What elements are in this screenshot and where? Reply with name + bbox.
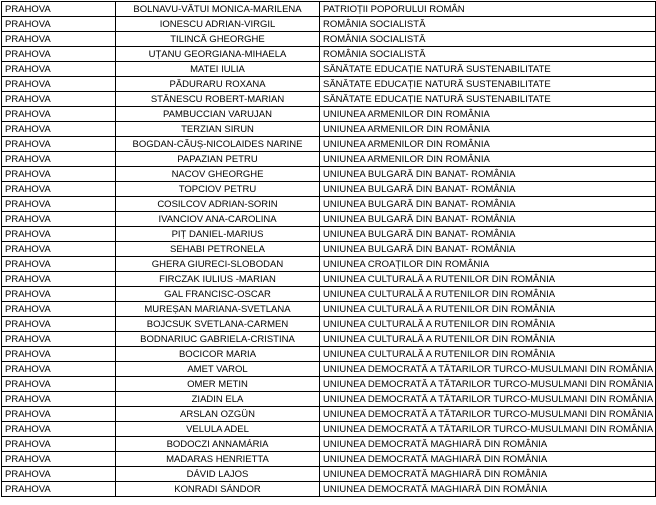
county-cell: PRAHOVA: [2, 422, 116, 437]
party-cell: ROMÂNIA SOCIALISTĂ: [320, 17, 656, 32]
table-row: [2, 347, 656, 362]
county-cell: PRAHOVA: [2, 107, 116, 122]
county-cell: PRAHOVA: [2, 47, 116, 62]
table-row: [2, 317, 656, 332]
party-cell: UNIUNEA CULTURALĂ A RUTENILOR DIN ROMÂNIA: [320, 332, 656, 347]
party-cell: UNIUNEA ARMENILOR DIN ROMÂNIA: [320, 152, 656, 167]
party-cell: UNIUNEA CULTURALĂ A RUTENILOR DIN ROMÂNIA: [320, 287, 656, 302]
table-row: [2, 332, 656, 347]
candidates-table: [1, 1, 656, 497]
party-cell: UNIUNEA ARMENILOR DIN ROMÂNIA: [320, 107, 656, 122]
county-cell: PRAHOVA: [2, 152, 116, 167]
candidate-name-cell: PĂDURARU ROXANA: [116, 77, 320, 92]
county-cell: PRAHOVA: [2, 287, 116, 302]
table-row: [2, 362, 656, 377]
table-body: [2, 2, 656, 497]
candidate-name-cell: PAMBUCCIAN VARUJAN: [116, 107, 320, 122]
county-cell: PRAHOVA: [2, 317, 116, 332]
table-row: [2, 452, 656, 467]
candidate-name-cell: AMET VAROL: [116, 362, 320, 377]
table-row: [2, 47, 656, 62]
party-cell: UNIUNEA BULGARĂ DIN BANAT- ROMÂNIA: [320, 197, 656, 212]
candidate-name-cell: IVANCIOV ANA-CAROLINA: [116, 212, 320, 227]
candidate-name-cell: ZIADIN ELA: [116, 392, 320, 407]
county-cell: PRAHOVA: [2, 272, 116, 287]
table-row: [2, 77, 656, 92]
party-cell: ROMÂNIA SOCIALISTĂ: [320, 47, 656, 62]
party-cell: UNIUNEA DEMOCRATĂ MAGHIARĂ DIN ROMÂNIA: [320, 482, 656, 497]
county-cell: PRAHOVA: [2, 32, 116, 47]
party-cell: UNIUNEA BULGARĂ DIN BANAT- ROMÂNIA: [320, 212, 656, 227]
county-cell: PRAHOVA: [2, 242, 116, 257]
county-cell: PRAHOVA: [2, 407, 116, 422]
candidate-name-cell: GAL FRANCISC-OSCAR: [116, 287, 320, 302]
table-row: [2, 212, 656, 227]
candidate-name-cell: OMER METIN: [116, 377, 320, 392]
party-cell: UNIUNEA CULTURALĂ A RUTENILOR DIN ROMÂNIA: [320, 272, 656, 287]
table-row: [2, 392, 656, 407]
county-cell: PRAHOVA: [2, 122, 116, 137]
party-cell: UNIUNEA CULTURALĂ A RUTENILOR DIN ROMÂNIA: [320, 347, 656, 362]
table-row: [2, 32, 656, 47]
party-cell: UNIUNEA ARMENILOR DIN ROMÂNIA: [320, 122, 656, 137]
table-row: [2, 122, 656, 137]
party-cell: UNIUNEA DEMOCRATĂ A TĂTARILOR TURCO-MUSULMANI DIN ROMÂNIA: [320, 392, 656, 407]
party-cell: UNIUNEA BULGARĂ DIN BANAT- ROMÂNIA: [320, 167, 656, 182]
party-cell: UNIUNEA DEMOCRATĂ A TĂTARILOR TURCO-MUSULMANI DIN ROMÂNIA: [320, 377, 656, 392]
candidate-name-cell: UȚANU GEORGIANA-MIHAELA: [116, 47, 320, 62]
county-cell: PRAHOVA: [2, 212, 116, 227]
county-cell: PRAHOVA: [2, 92, 116, 107]
table-row: [2, 152, 656, 167]
party-cell: SĂNĂTATE EDUCAȚIE NATURĂ SUSTENABILITATE: [320, 62, 656, 77]
candidate-name-cell: DÁVID LAJOS: [116, 467, 320, 482]
table-row: [2, 302, 656, 317]
table-row: [2, 437, 656, 452]
table-row: [2, 137, 656, 152]
candidate-name-cell: TOPCIOV PETRU: [116, 182, 320, 197]
party-cell: UNIUNEA BULGARĂ DIN BANAT- ROMÂNIA: [320, 182, 656, 197]
county-cell: PRAHOVA: [2, 182, 116, 197]
table-row: [2, 182, 656, 197]
candidate-name-cell: TILINCĂ GHEORGHE: [116, 32, 320, 47]
county-cell: PRAHOVA: [2, 347, 116, 362]
county-cell: PRAHOVA: [2, 362, 116, 377]
candidate-name-cell: SEHABI PETRONELA: [116, 242, 320, 257]
candidate-name-cell: MADARAS HENRIETTA: [116, 452, 320, 467]
party-cell: UNIUNEA BULGARĂ DIN BANAT- ROMÂNIA: [320, 242, 656, 257]
candidate-name-cell: NACOV GHEORGHE: [116, 167, 320, 182]
candidate-name-cell: MUREȘAN MARIANA-SVETLANA: [116, 302, 320, 317]
party-cell: UNIUNEA DEMOCRATĂ MAGHIARĂ DIN ROMÂNIA: [320, 467, 656, 482]
county-cell: PRAHOVA: [2, 17, 116, 32]
party-cell: UNIUNEA DEMOCRATĂ A TĂTARILOR TURCO-MUSULMANI DIN ROMÂNIA: [320, 407, 656, 422]
table-row: [2, 272, 656, 287]
candidate-name-cell: ARSLAN OZGÜN: [116, 407, 320, 422]
table-row: [2, 62, 656, 77]
table-row: [2, 377, 656, 392]
candidate-name-cell: GHERA GIURECI-SLOBODAN: [116, 257, 320, 272]
party-cell: UNIUNEA CULTURALĂ A RUTENILOR DIN ROMÂNIA: [320, 317, 656, 332]
party-cell: ROMÂNIA SOCIALISTĂ: [320, 32, 656, 47]
table-row: [2, 242, 656, 257]
table-row: [2, 257, 656, 272]
county-cell: PRAHOVA: [2, 2, 116, 17]
party-cell: UNIUNEA BULGARĂ DIN BANAT- ROMÂNIA: [320, 227, 656, 242]
county-cell: PRAHOVA: [2, 137, 116, 152]
party-cell: UNIUNEA CULTURALĂ A RUTENILOR DIN ROMÂNIA: [320, 302, 656, 317]
party-cell: UNIUNEA DEMOCRATĂ MAGHIARĂ DIN ROMÂNIA: [320, 437, 656, 452]
candidate-name-cell: MATEI IULIA: [116, 62, 320, 77]
table-row: [2, 482, 656, 497]
table-row: [2, 107, 656, 122]
table-row: [2, 467, 656, 482]
table-row: [2, 17, 656, 32]
table-row: [2, 407, 656, 422]
table-row: [2, 167, 656, 182]
party-cell: SĂNĂTATE EDUCAȚIE NATURĂ SUSTENABILITATE: [320, 77, 656, 92]
county-cell: PRAHOVA: [2, 392, 116, 407]
candidate-name-cell: IONESCU ADRIAN-VIRGIL: [116, 17, 320, 32]
county-cell: PRAHOVA: [2, 227, 116, 242]
county-cell: PRAHOVA: [2, 77, 116, 92]
candidate-name-cell: TERZIAN SIRUN: [116, 122, 320, 137]
county-cell: PRAHOVA: [2, 482, 116, 497]
table-row: [2, 422, 656, 437]
county-cell: PRAHOVA: [2, 167, 116, 182]
candidate-name-cell: PAPAZIAN PETRU: [116, 152, 320, 167]
party-cell: UNIUNEA ARMENILOR DIN ROMÂNIA: [320, 137, 656, 152]
candidate-name-cell: BODOCZI ANNAMÁRIA: [116, 437, 320, 452]
county-cell: PRAHOVA: [2, 62, 116, 77]
candidate-name-cell: STĂNESCU ROBERT-MARIAN: [116, 92, 320, 107]
candidate-name-cell: VELULA ADEL: [116, 422, 320, 437]
candidate-name-cell: BOLNAVU-VĂTUI MONICA-MARILENA: [116, 2, 320, 17]
party-cell: UNIUNEA DEMOCRATĂ A TĂTARILOR TURCO-MUSULMANI DIN ROMÂNIA: [320, 362, 656, 377]
candidate-name-cell: KONRADI SÁNDOR: [116, 482, 320, 497]
county-cell: PRAHOVA: [2, 467, 116, 482]
candidate-name-cell: COSILCOV ADRIAN-SORIN: [116, 197, 320, 212]
county-cell: PRAHOVA: [2, 197, 116, 212]
party-cell: UNIUNEA DEMOCRATĂ A TĂTARILOR TURCO-MUSULMANI DIN ROMÂNIA: [320, 422, 656, 437]
candidate-name-cell: BOCICOR MARIA: [116, 347, 320, 362]
party-cell: UNIUNEA CROAȚILOR DIN ROMÂNIA: [320, 257, 656, 272]
table-row: [2, 287, 656, 302]
party-cell: SĂNĂTATE EDUCAȚIE NATURĂ SUSTENABILITATE: [320, 92, 656, 107]
table-row: [2, 92, 656, 107]
county-cell: PRAHOVA: [2, 257, 116, 272]
table-row: [2, 227, 656, 242]
county-cell: PRAHOVA: [2, 437, 116, 452]
county-cell: PRAHOVA: [2, 452, 116, 467]
county-cell: PRAHOVA: [2, 302, 116, 317]
candidate-name-cell: FIRCZAK IULIUS -MARIAN: [116, 272, 320, 287]
candidate-name-cell: BOJCSUK SVETLANA-CARMEN: [116, 317, 320, 332]
candidate-name-cell: BOGDAN-CĂUȘ-NICOLAIDES NARINE: [116, 137, 320, 152]
county-cell: PRAHOVA: [2, 332, 116, 347]
candidate-name-cell: BODNARIUC GABRIELA-CRISTINA: [116, 332, 320, 347]
county-cell: PRAHOVA: [2, 377, 116, 392]
party-cell: PATRIOȚII POPORULUI ROMÂN: [320, 2, 656, 17]
table-row: [2, 197, 656, 212]
table-row: [2, 2, 656, 17]
party-cell: UNIUNEA DEMOCRATĂ MAGHIARĂ DIN ROMÂNIA: [320, 452, 656, 467]
candidate-name-cell: PIȚ DANIEL-MARIUS: [116, 227, 320, 242]
